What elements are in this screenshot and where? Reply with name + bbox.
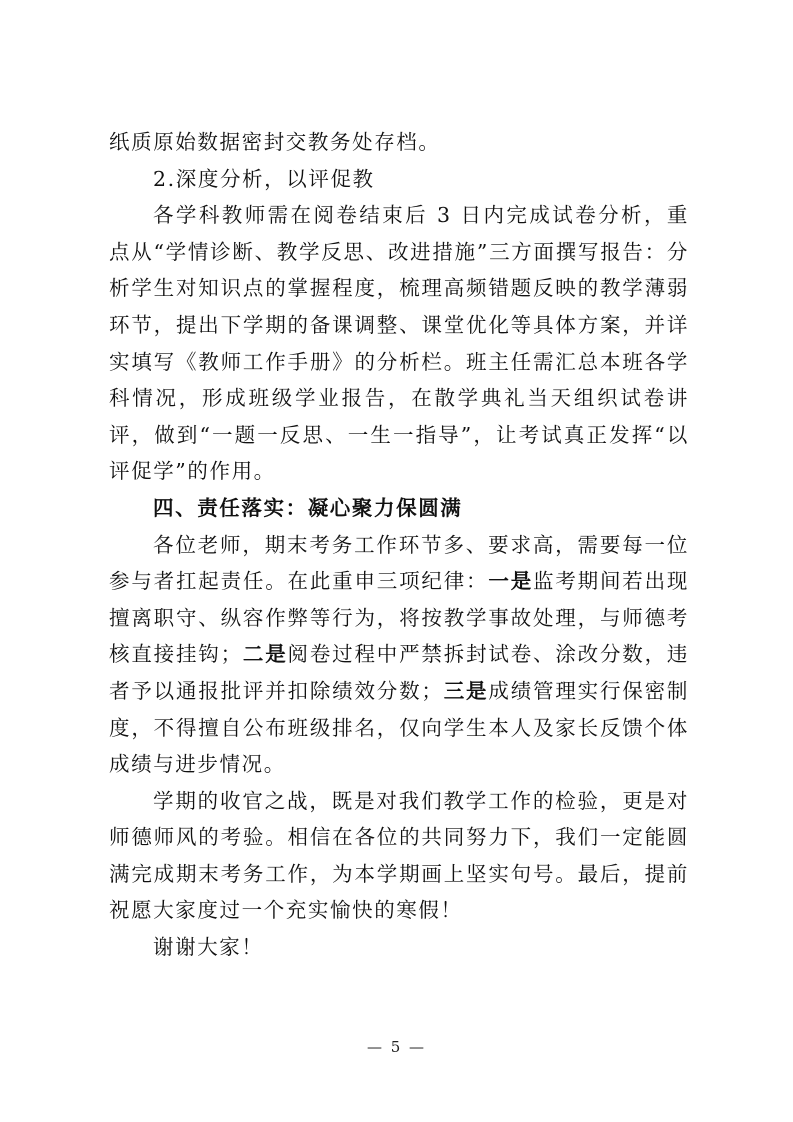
duty-paragraph <box>109 527 689 783</box>
section-heading: 四、责任落实：凝心聚力保圆满 <box>153 495 463 520</box>
continuation-line: 纸质原始数据密封交教务处存档。 <box>109 130 441 154</box>
duty-intro-text: 各位老师，期末考务工作环节多、要求高，需要每一位参与者扛起责任。在此重申三项纪律： <box>109 532 689 594</box>
subheading: 2.深度分析，以评促教 <box>153 166 375 191</box>
duty-2-text: 阅卷过程中严禁拆封试卷、涂改分数，违者予以通报批评并扣除绩效分数； <box>109 642 690 703</box>
duty-3-text: 成绩管理实行保密制度，不得擅自公布班级排名，仅向学生本人及家长反馈个体成绩与进步情况。 <box>109 678 690 777</box>
analysis-paragraph: 各学科教师需在阅卷结束后 3 日内完成试卷分析，重点从“学情诊断、教学反思、改进措施”三方面撰写报告：分析学生对知识点的掌握程度，梳理高频错题反映的教学薄弱环节，提出下学期的备课调整、课堂优化等具体方案，并详实填写《教师工作手册》的分析栏。班主任需汇总本班各学科情况，形成班级学业报告，在散学典礼当天组织试卷讲评，做到“一题一反思、一生一指导”，让考试真正发挥“以评促学”的作用。 <box>109 203 689 484</box>
duty-1-label: 一是 <box>488 569 534 594</box>
thanks-line: 谢谢大家！ <box>153 935 264 960</box>
closing-paragraph: 学期的收官之战，既是对我们教学工作的检验，更是对师德师风的考验。相信在各位的共同努力下，我们一定能圆满完成期末考务工作，为本学期画上坚实句号。最后，提前祝愿大家度过一个充实愉快的寒假！ <box>109 788 689 923</box>
page-number: — 5 — <box>366 1038 427 1056</box>
duty-1-text: 监考期间若出现擅离职守、纵容作弊等行为，将按教学事故处理，与师德考核直接挂钩； <box>109 569 690 667</box>
document-body <box>109 124 689 966</box>
duty-3-label: 三是 <box>443 678 489 703</box>
duty-2-label: 二是 <box>242 642 288 667</box>
